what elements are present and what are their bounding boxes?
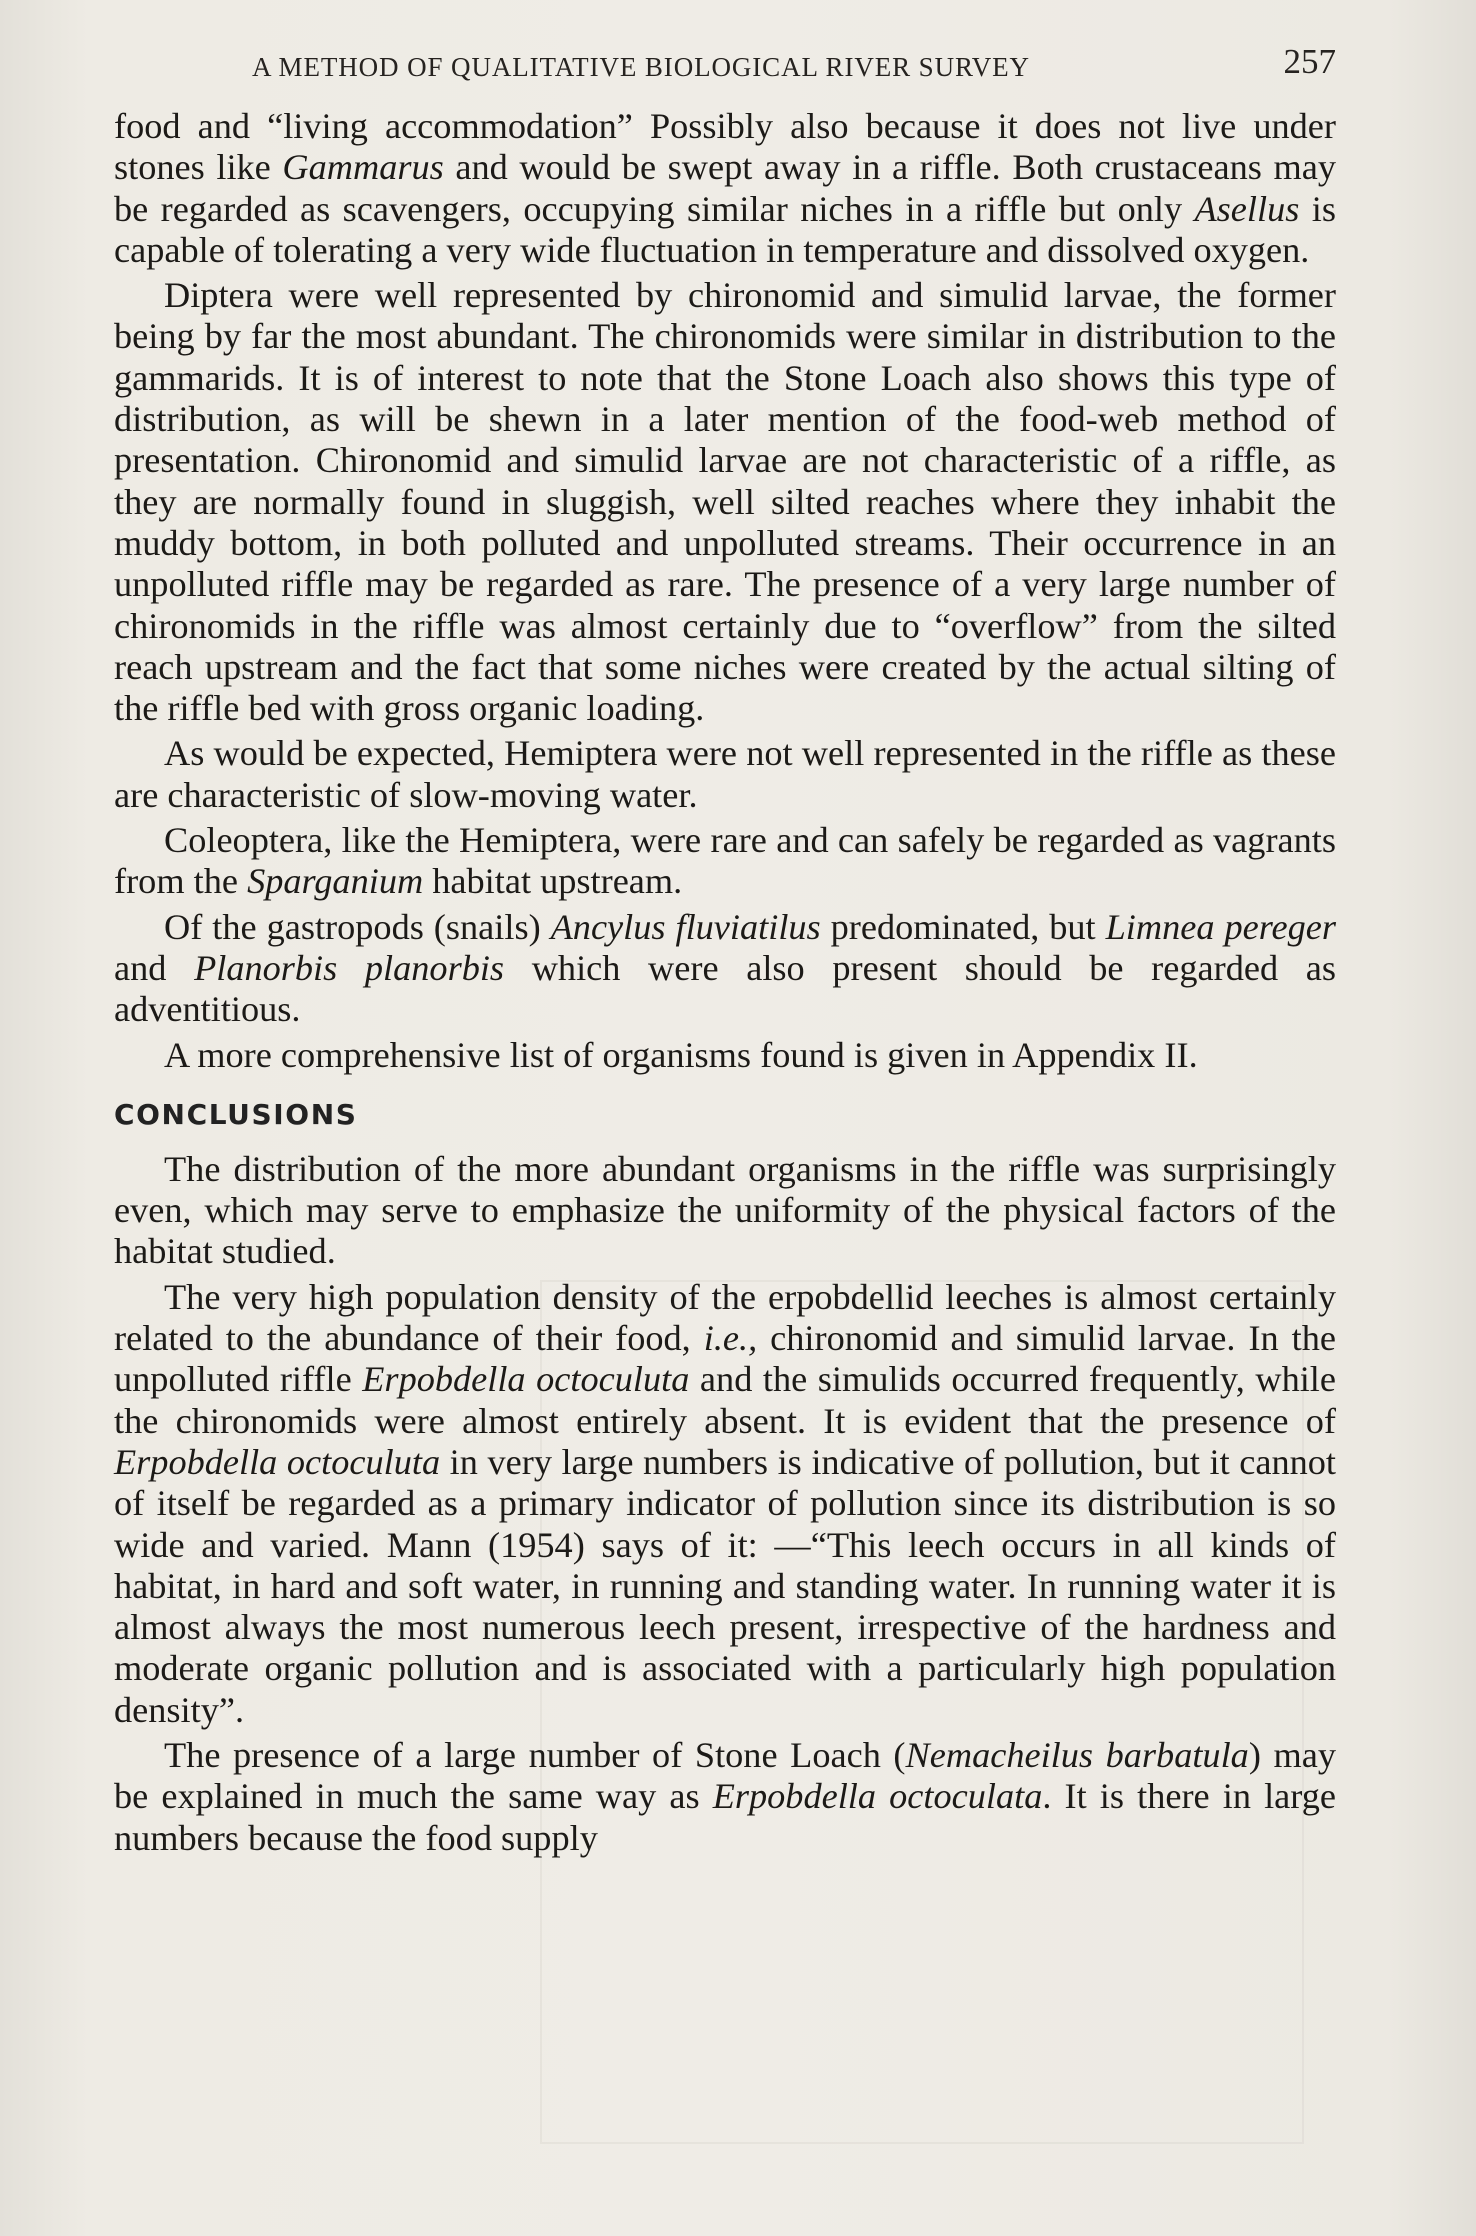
italic-run: Sparganium — [247, 861, 424, 902]
text-run: The distribution of the more abundant organisms in the riffle was surprisingly even, which may serve to emphasize the uniformity of the physical factors of the habitat studied. — [114, 1148, 1336, 1272]
text-run: is capable of tolerating a very wide fluctuation in temperature and dissolved oxygen. — [114, 188, 1336, 270]
body-text — [114, 106, 1336, 1859]
italic-run: Erpobdella octoculuta — [362, 1359, 690, 1400]
running-title: A METHOD OF QUALITATIVE BIOLOGICAL RIVER SURVEY — [252, 52, 1030, 82]
paragraph — [114, 820, 1336, 903]
text-run: and — [114, 947, 195, 988]
text-run: Coleoptera, like the Hemiptera, were rare and can safely be regarded as vagrants from the — [114, 820, 1336, 902]
text-run: Diptera were well represented by chironomid and simulid larvae, the former being by far the most abundant. The chironomids were similar in distribution to the gammarids. It is of interest to note that the Stone Loach also shows this type of distribution, as will be shewn in a later mention of the food-web method of presentation. Chironomid and simulid larvae are not characteristic of a riffle, as they are normally found in sluggish, well silted reaches where they inhabit the muddy bottom, in both polluted and unpolluted streams. Their occurrence in an unpolluted riffle may be regarded as rare. The presence of a very large number of chironomids in the riffle was almost certainly due to “overflow” from the silted reach upstream and the fact that some niches were created by the actual silting of the riffle bed with gross organic loading. — [114, 275, 1336, 729]
text-run: A more comprehensive list of organisms found is given in Appendix II. — [164, 1034, 1198, 1075]
text-run: ) may be explained in much the same way as — [114, 1734, 1336, 1817]
text-run: which were also present should be regarded as adventitious. — [114, 947, 1336, 1030]
paragraph — [114, 1035, 1336, 1076]
paragraph — [114, 907, 1336, 1031]
italic-run: Nemacheilus barbatula — [905, 1734, 1249, 1775]
text-run: Of the gastropods (snails) — [164, 906, 551, 947]
text-run: . It is there in large numbers because the food supply — [114, 1776, 1336, 1858]
paragraph — [114, 1735, 1336, 1859]
section-heading: CONCLUSIONS — [114, 1097, 358, 1131]
text-run: predominated, but — [820, 906, 1106, 947]
text-run: The presence of a large number of Stone Loach ( — [164, 1734, 906, 1775]
italic-run: Ancylus fluviatilus — [550, 906, 821, 947]
paragraphs-bottom — [114, 1149, 1336, 1859]
page-number: 257 — [1283, 42, 1336, 81]
italic-run: Erpobdella octoculuta — [114, 1441, 441, 1482]
italic-run: Limnea pereger — [1105, 906, 1336, 947]
text-run: As would be expected, Hemiptera were not well represented in the riffle as these are characteristic of slow-moving water. — [114, 733, 1336, 815]
italic-run: Gammarus — [282, 147, 444, 188]
italic-run: Planorbis planorbis — [194, 947, 505, 988]
paragraph — [114, 275, 1336, 729]
paragraph — [114, 1149, 1336, 1273]
text-run: chironomid and simulid larvae. In the unpolluted riffle — [114, 1318, 1337, 1400]
text-run: habitat upstream. — [423, 861, 683, 902]
text-run: and would be swept away in a riffle. Both crustaceans may be regarded as scavengers, occupying similar niches in a riffle but only — [114, 147, 1336, 229]
paragraph — [114, 106, 1336, 271]
running-head — [114, 42, 1336, 98]
text-run: The very high population density of the erpobdellid leeches is almost certainly related to the abundance of their food, — [114, 1276, 1336, 1359]
italic-run: Erpobdella octoculata — [712, 1776, 1043, 1817]
italic-run: i.e., — [703, 1318, 758, 1359]
italic-run: Asellus — [1194, 188, 1300, 229]
text-run: in very large numbers is indicative of pollution, but it cannot of itself be regarded as a primary indicator of pollution since its distribution is so wide and varied. Mann (1954) says of it: —“This leech occurs in all kinds of habitat, in hard and soft water, in running and standing water. In running water it is almost always the most numerous leech present, irrespective of the hardness and moderate organic pollution and is associated with a particularly high population density”. — [114, 1441, 1336, 1730]
paragraph — [114, 733, 1336, 816]
text-run: food and “living accommodation” Possibly also because it does not live under stones like — [114, 106, 1336, 188]
paragraphs-top — [114, 106, 1336, 1076]
paragraph — [114, 1277, 1336, 1731]
text-run: and the simulids occurred frequently, while the chironomids were almost entirely absent. It is evident that the presence of — [114, 1359, 1336, 1441]
